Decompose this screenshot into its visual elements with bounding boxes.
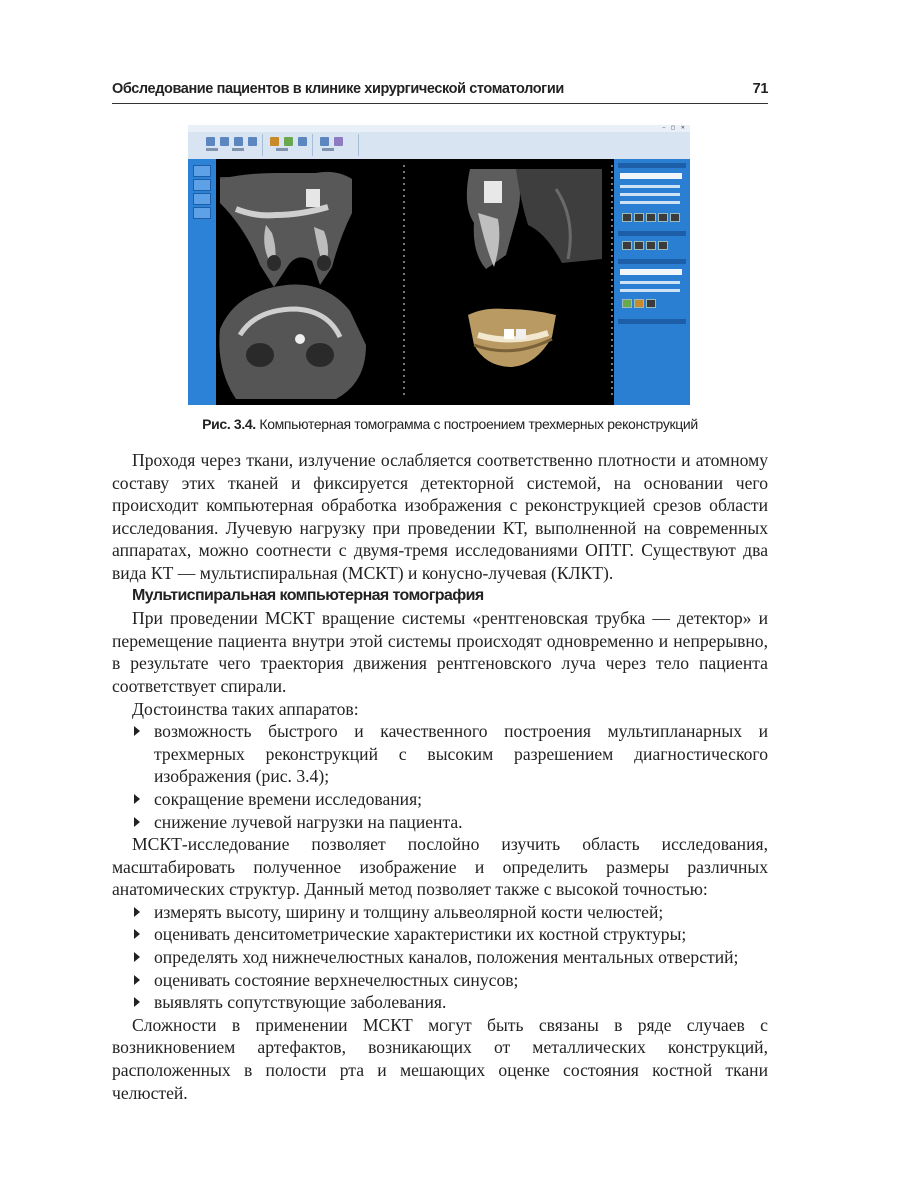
list-item-text: снижение лучевой нагрузки на пациента. xyxy=(154,811,463,832)
thumbnail xyxy=(670,213,680,222)
list-item-text: сокращение времени исследования; xyxy=(154,788,423,809)
running-header xyxy=(112,77,768,104)
thumbnail xyxy=(646,299,656,308)
panel-row xyxy=(620,185,680,188)
list-item xyxy=(112,720,768,788)
tool-icon xyxy=(220,137,229,146)
body-text xyxy=(112,449,768,1104)
tool-caption xyxy=(322,148,334,151)
running-header-title: Обследование пациентов в клинике хирургической стоматологии xyxy=(112,81,564,97)
thumbnail xyxy=(634,213,644,222)
tool-icon xyxy=(234,137,243,146)
paragraph: Сложности в применении МСКТ могут быть связаны в ряде случаев с возникновением артефактов, возникающих от металлических конструкций, расположенных в полости рта и мешающих оценке состояния костной ткани челюстей. xyxy=(112,1014,768,1103)
thumbnail xyxy=(622,213,632,222)
tool-icon xyxy=(284,137,293,146)
thumbnail xyxy=(622,241,632,250)
panel-row xyxy=(620,289,680,292)
list-item-text: оценивать состояние верхнечелюстных синусов; xyxy=(154,969,519,990)
bullet-icon xyxy=(134,794,140,804)
paragraph: Проходя через ткани, излучение ослабляется соответственно плотности и атомному составу этих тканей и фиксируется детекторной системой, на основании чего происходит компьютерная обработка изображения с реконструкцией срезов области исследования. Лучевую нагрузку при проведении КТ, выполненной на современных аппаратах, можно соотнести с двумя-тремя исследованиями ОПТГ. Существуют два вида КТ — мультиспиральная (МСКТ) и конусно-лучевая (КЛКТ). xyxy=(112,450,768,583)
bullet-icon xyxy=(134,929,140,939)
tool-icon xyxy=(320,137,329,146)
tool-icon xyxy=(270,137,279,146)
panel-field xyxy=(620,269,682,275)
bullet-icon xyxy=(134,726,140,736)
panel-row xyxy=(620,281,680,284)
bullet-icon xyxy=(134,952,140,962)
thumbnail xyxy=(646,213,656,222)
ct-image-views xyxy=(216,159,614,405)
advantages-list xyxy=(112,720,768,833)
figure-caption xyxy=(0,416,900,432)
panel-header xyxy=(618,319,686,324)
tool-icon xyxy=(206,137,215,146)
bullet-icon xyxy=(134,817,140,827)
section-heading: Мультиспиральная компьютерная томография xyxy=(132,586,484,604)
figure-caption-label: Рис. 3.4. xyxy=(202,416,256,432)
tool-caption xyxy=(232,148,244,151)
list-item xyxy=(112,788,768,811)
list-item xyxy=(112,901,768,924)
ribbon-group xyxy=(202,134,263,156)
ribbon-group xyxy=(316,134,359,156)
sidebar-button xyxy=(193,165,211,177)
viewer-left-sidebar xyxy=(188,159,216,405)
list-item xyxy=(112,946,768,969)
tool-caption xyxy=(276,148,288,151)
list-item-text: измерять высоту, ширину и толщину альвеолярной кости челюстей; xyxy=(154,901,664,922)
list-item xyxy=(112,811,768,834)
tool-icon xyxy=(298,137,307,146)
thumbnail xyxy=(634,299,644,308)
viewer-right-panel xyxy=(614,159,690,405)
page-number: 71 xyxy=(752,81,768,97)
viewer-ribbon-toolbar xyxy=(188,132,690,160)
thumbnail xyxy=(646,241,656,250)
thumbnail xyxy=(634,241,644,250)
tool-caption xyxy=(206,148,218,151)
bullet-icon xyxy=(134,997,140,1007)
panel-field xyxy=(620,173,682,179)
paragraph: При проведении МСКТ вращение системы «рентгеновская трубка — детектор» и перемещение пациента внутри этой системы происходят одновременно и непрерывно, в результате чего траектория движения рентгеновского луча через тело пациента соответствует спирали. xyxy=(112,608,768,696)
sidebar-button xyxy=(193,193,211,205)
viewer-titlebar xyxy=(188,125,690,132)
list-item-text: оценивать денситометрические характеристики их костной структуры; xyxy=(154,924,687,945)
list-item-text: выявлять сопутствующие заболевания. xyxy=(154,992,447,1013)
ribbon-group xyxy=(266,134,313,156)
tool-icon xyxy=(334,137,343,146)
ct-slices-image xyxy=(216,159,614,405)
ct-viewer-figure xyxy=(188,125,690,405)
paragraph: МСКТ-исследование позволяет послойно изучить область исследования, масштабировать полученное изображение и определить размеры различных анатомических структур. Данный метод позволяет также с высокой точностью: xyxy=(112,834,768,900)
thumbnail xyxy=(658,213,668,222)
sidebar-button xyxy=(193,207,211,219)
bullet-icon xyxy=(134,907,140,917)
list-item-text: возможность быстрого и качественного построения мультипланарных и трехмерных реконструкций с высоким разрешением диагностического изображения (рис. 3.4); xyxy=(154,721,768,787)
panel-row xyxy=(620,201,680,204)
list-item xyxy=(112,923,768,946)
panel-header xyxy=(618,163,686,168)
capabilities-list xyxy=(112,901,768,1014)
panel-header xyxy=(618,231,686,236)
bullet-icon xyxy=(134,975,140,985)
list-item-text: определять ход нижнечелюстных каналов, положения ментальных отверстий; xyxy=(154,947,739,968)
thumbnail xyxy=(622,299,632,308)
paragraph: Достоинства таких аппаратов: xyxy=(132,698,359,719)
panel-header xyxy=(618,259,686,264)
thumbnail xyxy=(658,241,668,250)
list-item xyxy=(112,969,768,992)
window-controls: – ▢ ✕ xyxy=(662,125,687,131)
panel-row xyxy=(620,193,680,196)
list-item xyxy=(112,991,768,1014)
figure-caption-text: Компьютерная томограмма с построением трехмерных реконструкций xyxy=(259,416,698,432)
sidebar-button xyxy=(193,179,211,191)
tool-icon xyxy=(248,137,257,146)
